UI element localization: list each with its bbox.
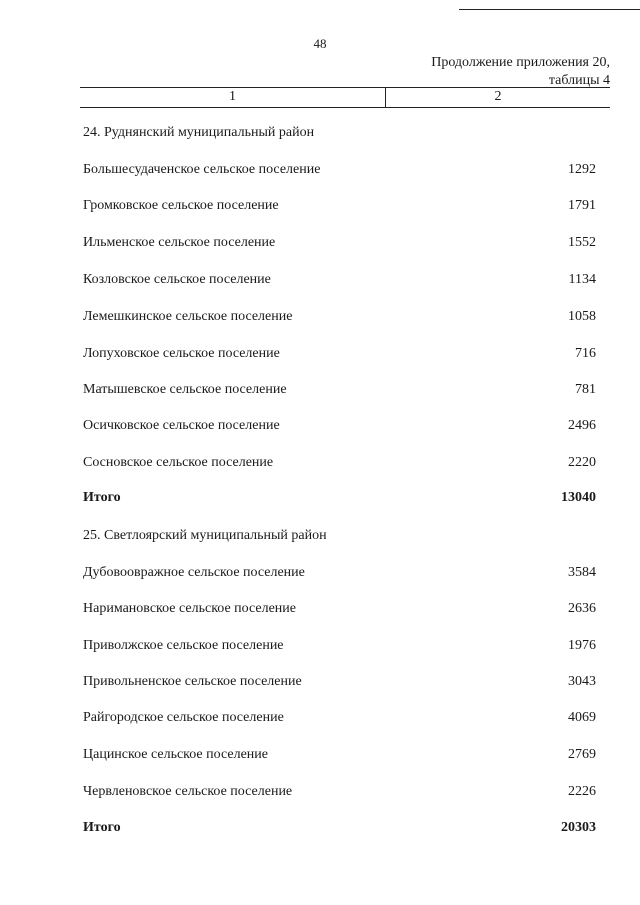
row-value: 2769 [568, 747, 596, 762]
table-row [80, 272, 610, 294]
total-value: 20303 [561, 820, 596, 835]
row-value: 781 [575, 382, 596, 397]
row-value: 716 [575, 346, 596, 361]
row-name: Приволжское сельское поселение [83, 638, 284, 653]
table-row [80, 455, 610, 477]
total-label: Итого [83, 820, 121, 835]
continuation-line-2: таблицы 4 [548, 73, 610, 88]
row-name: Лемешкинское сельское поселение [83, 309, 293, 324]
row-name: Привольненское сельское поселение [83, 674, 302, 689]
row-value: 2226 [568, 784, 596, 799]
section-title: 24. Руднянский муниципальный район [83, 125, 315, 140]
table-row [80, 601, 610, 623]
row-name: Сосновское сельское поселение [83, 455, 274, 470]
row-value: 4069 [568, 710, 596, 725]
table-row [80, 565, 610, 587]
continuation-line-1: Продолжение приложения 20, [431, 55, 610, 70]
table-row [80, 235, 610, 257]
row-value: 2636 [568, 601, 596, 616]
table-header-rule-top [80, 87, 610, 88]
row-value: 1552 [568, 235, 596, 250]
column-header-2: 2 [494, 89, 502, 104]
table-row [80, 638, 610, 660]
row-value: 1058 [568, 309, 596, 324]
row-name: Дубовоовражное сельское поселение [83, 565, 305, 580]
table-row [80, 710, 610, 732]
total-row [80, 820, 610, 842]
row-value: 3584 [568, 565, 596, 580]
row-value: 3043 [568, 674, 596, 689]
table-row [80, 346, 610, 368]
top-rule [459, 9, 640, 10]
row-name: Матышевское сельское поселение [83, 382, 287, 397]
row-name: Лопуховское сельское поселение [83, 346, 280, 361]
table-row [80, 747, 610, 769]
table-header-rule-bottom [80, 107, 610, 108]
row-value: 2496 [568, 418, 596, 433]
table-row [80, 198, 610, 220]
total-label: Итого [83, 490, 121, 505]
row-value: 1976 [568, 638, 596, 653]
row-name: Осичковское сельское поселение [83, 418, 280, 433]
page-number: 48 [313, 36, 327, 51]
section-title: 25. Светлоярский муниципальный район [83, 528, 327, 543]
table-row [80, 162, 610, 184]
table-row [80, 382, 610, 404]
row-name: Райгородское сельское поселение [83, 710, 284, 725]
row-name: Наримановское сельское поселение [83, 601, 297, 616]
table-row [80, 674, 610, 696]
table-row [80, 309, 610, 331]
row-name: Козловское сельское поселение [83, 272, 271, 287]
row-value: 1134 [568, 272, 596, 287]
row-value: 2220 [568, 455, 596, 470]
row-value: 1292 [568, 162, 596, 177]
table-row [80, 784, 610, 806]
row-name: Громковское сельское поселение [83, 198, 279, 213]
row-name: Ильменское сельское поселение [83, 235, 276, 250]
row-value: 1791 [568, 198, 596, 213]
total-value: 13040 [561, 490, 596, 505]
row-name: Червленовское сельское поселение [83, 784, 293, 799]
row-name: Цацинское сельское поселение [83, 747, 268, 762]
table-row [80, 418, 610, 440]
column-header-1: 1 [229, 89, 236, 104]
row-name: Большесудаченское сельское поселение [83, 162, 321, 177]
total-row [80, 490, 610, 512]
